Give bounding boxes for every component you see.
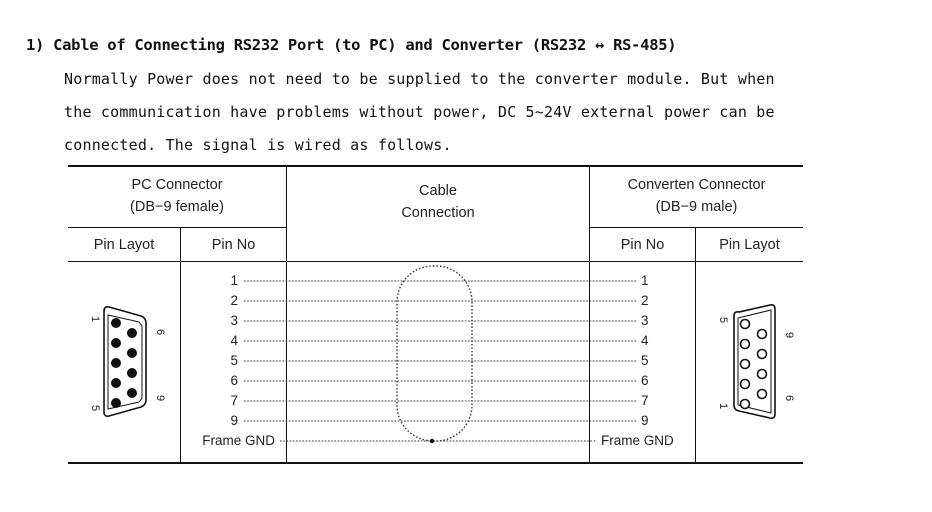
converter-connector-title: Converten Connector bbox=[627, 177, 766, 193]
right-pin-frame-gnd: Frame GND bbox=[601, 433, 674, 448]
right-pin-1: 1 bbox=[641, 273, 649, 288]
right-pin-2: 2 bbox=[641, 293, 649, 308]
female-label-5: 5 bbox=[89, 404, 101, 412]
female-label-9: 9 bbox=[154, 394, 166, 402]
paragraph-line-3: connected. The signal is wired as follows. bbox=[64, 136, 452, 154]
right-pin-no-header: Pin No bbox=[620, 237, 665, 253]
wire-lines bbox=[244, 281, 636, 441]
female-label-1: 1 bbox=[89, 315, 101, 323]
female-label-6: 6 bbox=[154, 328, 166, 336]
right-pin-9: 9 bbox=[641, 413, 649, 428]
right-pin-7: 7 bbox=[641, 393, 649, 408]
cable-header-line2: Connection bbox=[401, 205, 475, 221]
right-pin-6: 6 bbox=[641, 373, 649, 388]
left-pin-layout-header: Pin Layot bbox=[93, 237, 155, 253]
male-label-6: 6 bbox=[783, 394, 795, 402]
left-pin-5: 5 bbox=[230, 353, 238, 368]
paragraph-line-2: the communication have problems without power, DC 5~24V external power can be bbox=[64, 103, 775, 121]
right-pin-layout-header: Pin Layot bbox=[719, 237, 780, 253]
pc-connector-title: PC Connector bbox=[131, 177, 223, 193]
left-pin-6: 6 bbox=[230, 373, 238, 388]
left-pin-1: 1 bbox=[230, 273, 238, 288]
right-pin-3: 3 bbox=[641, 313, 649, 328]
right-pin-4: 4 bbox=[641, 333, 649, 348]
right-pin-5: 5 bbox=[641, 353, 649, 368]
left-pin-no-header: Pin No bbox=[211, 237, 256, 253]
section-heading: 1) Cable of Connecting RS232 Port (to PC) and Converter (RS232 ↔ RS-485) bbox=[26, 36, 677, 54]
shield-loop bbox=[397, 266, 472, 441]
converter-connector-subtitle: (DB−9 male) bbox=[655, 199, 738, 215]
left-pin-2: 2 bbox=[230, 293, 238, 308]
left-pin-3: 3 bbox=[230, 313, 238, 328]
ground-junction-dot bbox=[430, 439, 434, 443]
male-label-9: 9 bbox=[783, 331, 795, 339]
cable-header-line1: Cable bbox=[419, 183, 457, 199]
left-pin-4: 4 bbox=[230, 333, 238, 348]
db9-female-connector bbox=[89, 307, 166, 416]
male-label-5: 5 bbox=[717, 316, 729, 324]
left-pin-frame-gnd: Frame GND bbox=[202, 433, 275, 448]
left-pin-9: 9 bbox=[230, 413, 238, 428]
male-label-1: 1 bbox=[717, 402, 729, 410]
left-pin-7: 7 bbox=[230, 393, 238, 408]
paragraph-line-1: Normally Power does not need to be supplied to the converter module. But when bbox=[64, 70, 775, 88]
pc-connector-subtitle: (DB−9 female) bbox=[130, 199, 224, 215]
db9-male-connector bbox=[717, 305, 795, 418]
